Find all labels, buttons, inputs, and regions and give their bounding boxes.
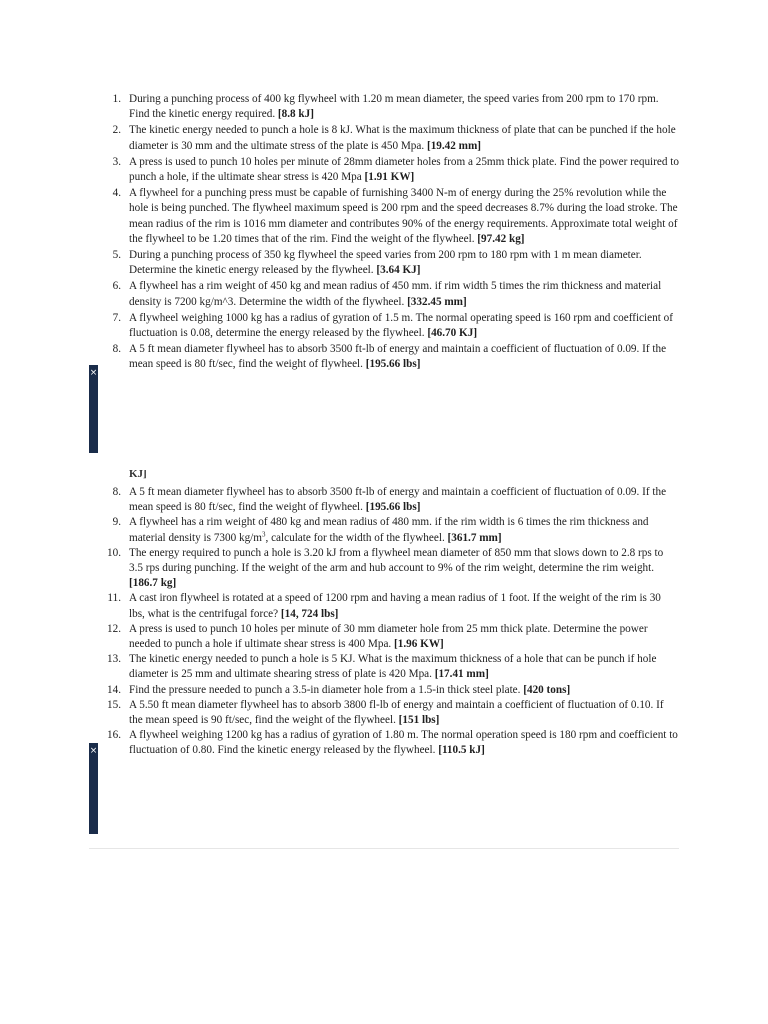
problem-sheet-bottom <box>89 470 679 849</box>
problem-number: 7. <box>112 311 121 324</box>
problem-answer: [1.96 KW] <box>394 638 444 651</box>
problem-answer: [97.42 kg] <box>477 232 525 245</box>
problem-number: 8. <box>112 486 121 498</box>
problem-text: A 5 ft mean diameter flywheel has to absorb 3500 ft-lb of energy and maintain a coefficient of fluctuation of 0.09. If the mean speed is 80 ft/sec, find the weight of flywheel. <box>129 343 667 371</box>
problem-number: 14. <box>107 683 121 696</box>
problem-number: 2. <box>112 124 121 137</box>
problem-item <box>89 485 679 515</box>
problem-text: A flywheel has a rim weight of 450 kg and mean radius of 450 mm. if rim width 5 times the rim thickness and material density is 7200 kg/m^3. Determine the width of the flywheel. <box>129 280 662 308</box>
problem-number: 6. <box>112 280 121 293</box>
problem-item <box>89 248 679 278</box>
problem-item <box>89 652 679 682</box>
problem-number: 5. <box>112 249 121 262</box>
problem-item <box>89 279 679 309</box>
problem-number: 15. <box>107 698 121 711</box>
problem-text: A flywheel weighing 1200 kg has a radius of gyration of 1.80 m. The normal operation speed is 180 rpm and coefficient to fluctuation of 0.80. Find the kinetic energy released by the flywheel. <box>129 729 678 757</box>
problem-answer: [3.64 KJ] <box>376 264 421 277</box>
problem-number: 10. <box>107 546 121 559</box>
problem-item <box>89 546 679 592</box>
problem-answer: [19.42 mm] <box>426 139 482 152</box>
problem-text: A flywheel weighing 1000 kg has a radius of gyration of 1.5 m. The normal operating speed is 160 rpm and coefficient of fluctuation is 0.08, determine the energy released by the flywheel. <box>129 311 673 340</box>
problem-number: 3. <box>112 155 121 168</box>
problem-number: 4. <box>112 187 121 200</box>
problem-list-bottom <box>89 483 679 759</box>
problem-text: During a punching process of 400 kg flywheel with 1.20 m mean diameter, the speed varies from 200 rpm to 170 rpm. Find the kinetic energy required. <box>129 93 659 121</box>
problem-answer: [46.70 KJ] <box>427 327 478 340</box>
problem-text: The energy required to punch a hole is 3.20 kJ from a flywheel mean diameter of 850 mm that slows down to 2.8 rps to 3.5 rps during punching. If the weight of the arm and hub account to 9% of the rim weight, determine the rim weight. <box>129 546 664 575</box>
problem-answer: [110.5 kJ] <box>438 744 485 757</box>
problem-text: A 5 ft mean diameter flywheel has to absorb 3500 ft-lb of energy and maintain a coefficient of fluctuation of 0.09. If the mean speed is 80 ft/sec, find the weight of flywheel. <box>129 486 667 514</box>
problem-text: A flywheel for a punching press must be capable of furnishing 3400 N-m of energy during the 25% revolution while the hole is being punched. The flywheel maximum speed is 200 rpm and the speed decreases 8.7% during the load stroke. The mean radius of the rim is 1016 mm diameter and contributes 90% of the energy requirements. Approximate total weight of the flywheel to be 1.20 times that of the rim. Find the weight of the flywheel. <box>129 187 678 245</box>
problem-text: A press is used to punch 10 holes per minute of 30 mm diameter hole from 25 mm thick plate. Determine the power needed to punch a hole if ultimate shear stress is 400 Mpa. <box>129 622 648 651</box>
problem-number: 11. <box>107 592 121 605</box>
problem-text: A cast iron flywheel is rotated at a speed of 1200 rpm and having a mean radius of 1 foot. If the weight of the rim is 30 lbs, what is the centrifugal force? <box>129 592 661 620</box>
problem-text: A press is used to punch 10 holes per minute of 28mm diameter holes from a 25mm thick plate. Find the power required to punch a hole, if the ultimate shear stress is 420 Mpa <box>129 155 679 184</box>
problem-number: 13. <box>107 653 121 666</box>
problem-item <box>89 683 679 698</box>
problem-text: The kinetic energy needed to punch a hole is 8 kJ. What is the maximum thickness of plate that can be punched if the hole diameter is 30 mm and the ultimate stress of the plate is 450 Mpa. <box>129 124 676 152</box>
problem-text: A 5.50 ft mean diameter flywheel has to absorb 3800 fl-lb of energy and maintain a coefficient of fluctuation of 0.10. If the mean speed is 90 ft/sec, find the weight of the flywheel. <box>129 698 664 727</box>
problem-answer: [1.91 KW] <box>364 171 415 184</box>
problem-item <box>89 311 679 341</box>
problem-text: A flywheel has a rim weight of 480 kg and mean radius of 480 mm. if the rim width is 6 times the rim thickness and material density is 7300 kg/m <box>129 516 649 544</box>
problem-item <box>89 155 679 185</box>
problem-item <box>89 123 679 153</box>
close-icon[interactable]: × <box>89 746 98 756</box>
problem-item <box>89 622 679 652</box>
problem-item <box>89 591 679 621</box>
problem-number: 12. <box>107 622 121 635</box>
problem-item <box>89 92 679 122</box>
problem-answer: [14, 724 lbs] <box>280 607 339 620</box>
problem-answer: [17.41 mm] <box>434 668 489 681</box>
problem-answer: [420 tons] <box>523 683 571 696</box>
problem-answer: [195.66 lbs] <box>365 358 421 371</box>
problem-item <box>89 698 679 728</box>
problem-text-continued: , calculate for the width of the flywheel. <box>265 531 445 544</box>
superscript: 3 <box>262 529 266 538</box>
problem-item <box>89 186 679 247</box>
problem-sheet-top <box>89 82 679 452</box>
problem-text: The kinetic energy needed to punch a hole is 5 KJ. What is the maximum thickness of a hole that can be punch if hole diameter is 25 mm and ultimate shearing stress of plate is 420 Mpa. <box>129 653 657 681</box>
problem-answer: [151 lbs] <box>398 714 440 727</box>
problem-number: 9. <box>112 516 121 529</box>
problem-number: 8. <box>112 343 121 356</box>
problem-list-top <box>89 82 679 373</box>
cut-off-text: KJ] <box>129 470 147 480</box>
problem-number: 1. <box>112 93 121 105</box>
close-icon[interactable]: × <box>89 368 98 378</box>
problem-answer: [186.7 kg] <box>129 577 177 590</box>
problem-item <box>89 515 679 545</box>
problem-item <box>89 342 679 372</box>
problem-text: Find the pressure needed to punch a 3.5-in diameter hole from a 1.5-in thick steel plate. <box>129 683 521 696</box>
problem-item <box>89 728 679 758</box>
problem-answer: [195.66 lbs] <box>365 501 421 514</box>
problem-text: During a punching process of 350 kg flywheel the speed varies from 200 rpm to 180 rpm with 1 m mean diameter. Determine the kinetic energy released by the flywheel. <box>129 249 642 277</box>
problem-answer: [332.45 mm] <box>407 295 467 308</box>
problem-answer: [361.7 mm] <box>447 531 502 544</box>
problem-answer: [8.8 kJ] <box>277 108 314 121</box>
problem-number: 16. <box>107 729 121 742</box>
